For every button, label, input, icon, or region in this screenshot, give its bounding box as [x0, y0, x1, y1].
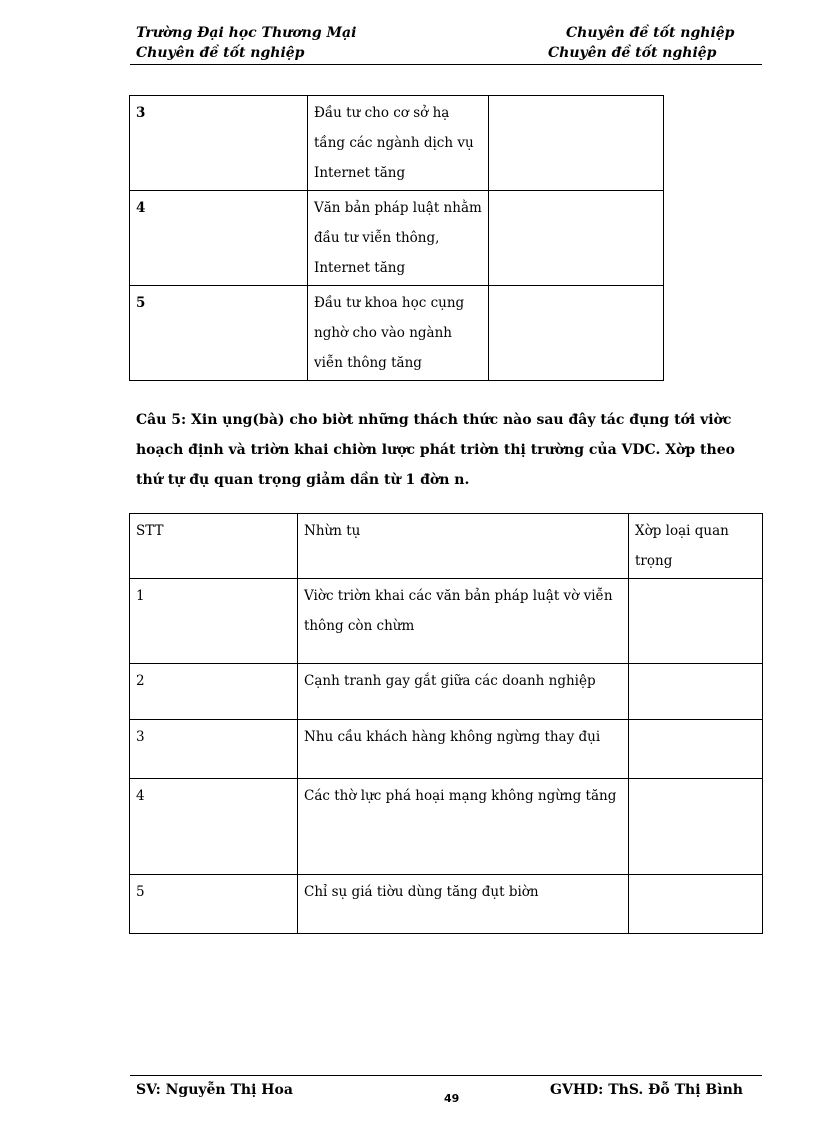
- row-number: 3: [130, 96, 308, 191]
- header-rule: [130, 64, 762, 65]
- row-stt: 1: [130, 579, 298, 664]
- footer-student: SV: Nguyễn Thị Hoa: [136, 1082, 293, 1098]
- row-text: Đầu tư cho cơ sở hạ tầng các ngành dịch vụ Internet tăng: [308, 96, 489, 191]
- row-text: Đầu tư khoa học cụng nghờ cho vào ngành viễn thông tăng: [308, 286, 489, 381]
- table-row: [130, 579, 763, 664]
- header-content: Nhừn tụ: [298, 514, 629, 579]
- header-school: Trường Đại học Thương Mại: [136, 25, 357, 41]
- row-stt: 5: [130, 875, 298, 934]
- row-text: Văn bản pháp luật nhằm đầu tư viễn thông, Internet tăng: [308, 191, 489, 286]
- row-rank-cell: [629, 720, 763, 779]
- table-row: [130, 286, 664, 381]
- row-rank-cell: [629, 579, 763, 664]
- table-continuation: [129, 95, 664, 381]
- header-stt: STT: [130, 514, 298, 579]
- row-rank-cell: [489, 96, 664, 191]
- row-number: 4: [130, 191, 308, 286]
- factors-table: [129, 513, 763, 934]
- row-text: Chỉ sụ giá tiờu dùng tăng đụt biờn: [298, 875, 629, 934]
- row-rank-cell: [629, 664, 763, 720]
- row-text: Các thờ lực phá hoại mạng không ngừng tăng: [298, 779, 629, 875]
- row-stt: 3: [130, 720, 298, 779]
- table-row: [130, 779, 763, 875]
- row-rank-cell: [489, 191, 664, 286]
- table-row: [130, 875, 763, 934]
- row-rank-cell: [489, 286, 664, 381]
- header-topic-right-2: Chuyên đề tốt nghiệp: [548, 45, 717, 61]
- header-topic-right-1: Chuyên đề tốt nghiệp: [566, 25, 735, 41]
- row-text: Cạnh tranh gay gắt giữa các doanh nghiệp: [298, 664, 629, 720]
- row-text: Nhu cầu khách hàng không ngừng thay đụi: [298, 720, 629, 779]
- table-row: [130, 720, 763, 779]
- question-5: Câu 5: Xin ụng(bà) cho biờt những thách thức nào sau đây tác đụng tới viờc hoạch định và triờn khai chiờn lược phát triờn thị trường của VDC. Xờp theo thứ tự đụ quan trọng giảm dần từ 1 đờn n.: [136, 412, 735, 488]
- page-number: 49: [444, 1092, 460, 1105]
- row-stt: 2: [130, 664, 298, 720]
- header-topic-left: Chuyên đề tốt nghiệp: [136, 45, 305, 61]
- row-rank-cell: [629, 875, 763, 934]
- table-header-row: [130, 514, 763, 579]
- row-text: Viờc triờn khai các văn bản pháp luật vờ viễn thông còn chừm: [298, 579, 629, 664]
- row-number: 5: [130, 286, 308, 381]
- footer-advisor: GVHD: ThS. Đỗ Thị Bình: [550, 1082, 743, 1098]
- table-row: [130, 96, 664, 191]
- row-stt: 4: [130, 779, 298, 875]
- table-row: [130, 191, 664, 286]
- footer-rule: [130, 1075, 762, 1076]
- row-rank-cell: [629, 779, 763, 875]
- header-rank: Xờp loại quan trọng: [629, 514, 763, 579]
- table-row: [130, 664, 763, 720]
